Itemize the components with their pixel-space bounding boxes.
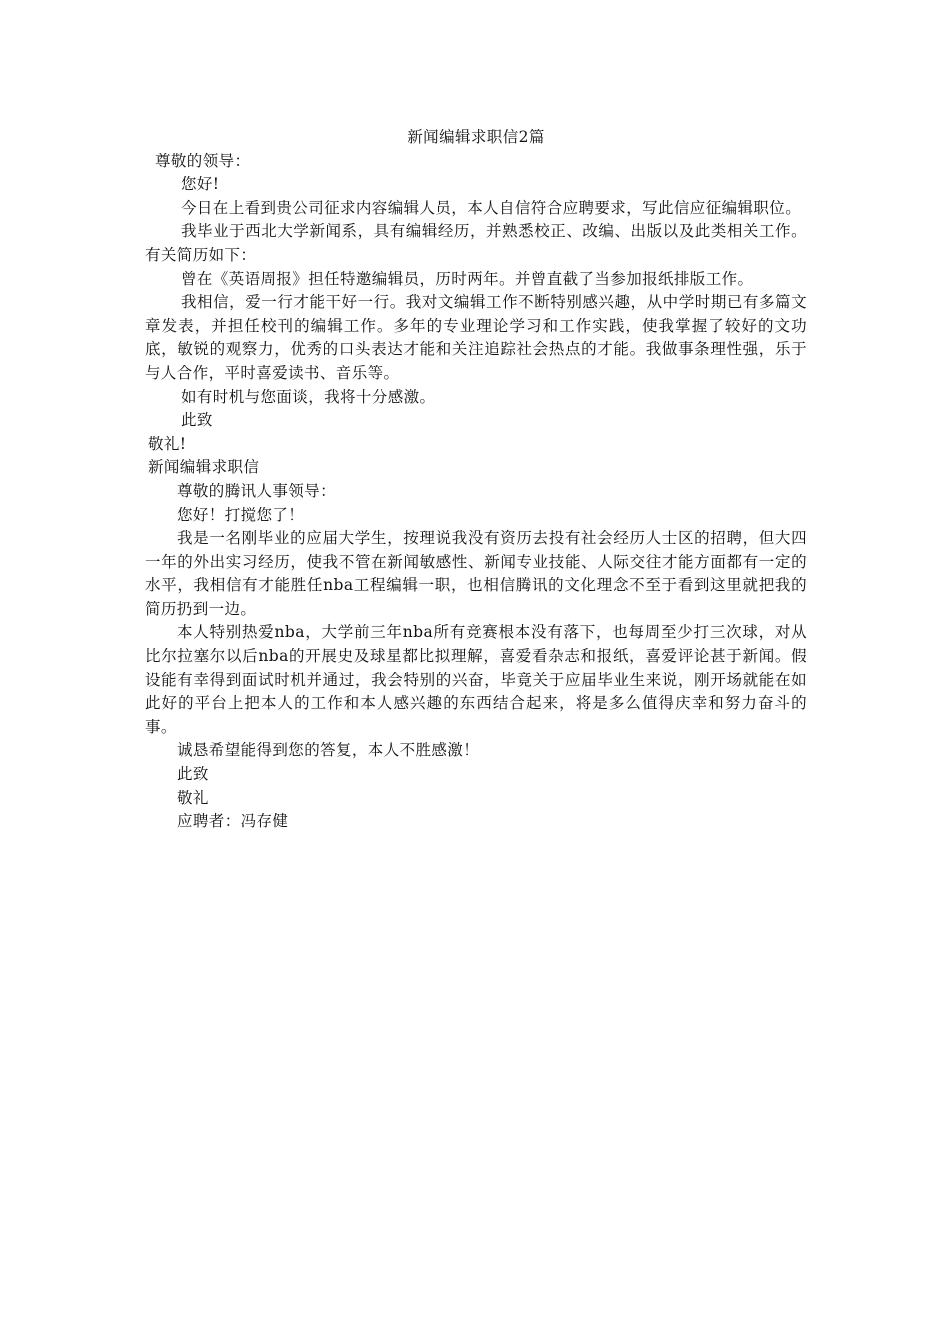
letter2-salutation: 尊敬的腾讯人事领导： [177, 481, 337, 500]
letter2-heading: 新闻编辑求职信 [148, 458, 260, 477]
document-title: 新闻编辑求职信2篇 [407, 128, 545, 146]
letter-1 [145, 150, 807, 457]
letter-2 [145, 456, 807, 834]
letter1-closing-2: 敬礼! [148, 434, 187, 453]
letter1-paragraph-4: 我相信，爱一行才能干好一行。我对文编辑工作不断特别感兴趣，从中学时期已有多篇文章发表，并担任校刊的编辑工作。多年的专业理论学习和工作实践，使我掌握了较好的文功底，敏锐的观察力，优秀的口头表达才能和关注追踪社会热点的才能。我做事条理性强，乐于与人合作，平时喜爱读书、音乐等。 [145, 293, 807, 382]
document-page [145, 126, 807, 834]
letter1-paragraph-3: 曾在《英语周报》担任特邀编辑员，历时两年。并曾直截了当参加报纸排版工作。 [181, 269, 754, 288]
letter2-closing-1: 此致 [177, 765, 209, 784]
letter2-paragraph-3: 诚恳希望能得到您的答复，本人不胜感激！ [177, 741, 480, 760]
letter2-paragraph-1: 我是一名刚毕业的应届大学生，按理说我没有资历去投有社会经历人士区的招聘，但大四一年的外出实习经历，使我不管在新闻敏感性、新闻专业技能、人际交往才能方面都有一定的水平，我相信有才能胜任nba工程编辑一职，也相信腾讯的文化理念不至于看到这里就把我的简历扔到一边。 [145, 529, 807, 618]
letter2-greeting: 您好！打搅您了！ [177, 505, 305, 524]
letter2-paragraph-2: 本人特别热爱nba，大学前三年nba所有竞赛根本没有落下，也每周至少打三次球，对从比尔拉塞尔以后nba的开展史及球星都比拟理解，喜爱看杂志和报纸，喜爱评论甚于新闻。假设能有幸得到面试时机并通过，我会特别的兴奋，毕竟关于应届毕业生来说，刚开场就能在如此好的平台上把本人的工作和本人感兴趣的东西结合起来，将是多么值得庆幸和努力奋斗的事。 [145, 623, 807, 736]
letter2-signature: 应聘者：冯存健 [177, 812, 289, 831]
letter1-closing-1: 此致 [181, 411, 213, 430]
letter1-paragraph-5: 如有时机与您面谈，我将十分感激。 [181, 387, 436, 406]
letter1-paragraph-1: 今日在上看到贵公司征求内容编辑人员，本人自信符合应聘要求，写此信应征编辑职位。 [181, 198, 802, 217]
letter1-greeting: 您好! [181, 175, 220, 194]
letter2-closing-2: 敬礼 [177, 788, 209, 807]
letter1-paragraph-2: 我毕业于西北大学新闻系，具有编辑经历，并熟悉校正、改编、出版以及此类相关工作。有关简历如下： [145, 222, 807, 264]
letter1-salutation: 尊敬的领导： [155, 151, 251, 170]
